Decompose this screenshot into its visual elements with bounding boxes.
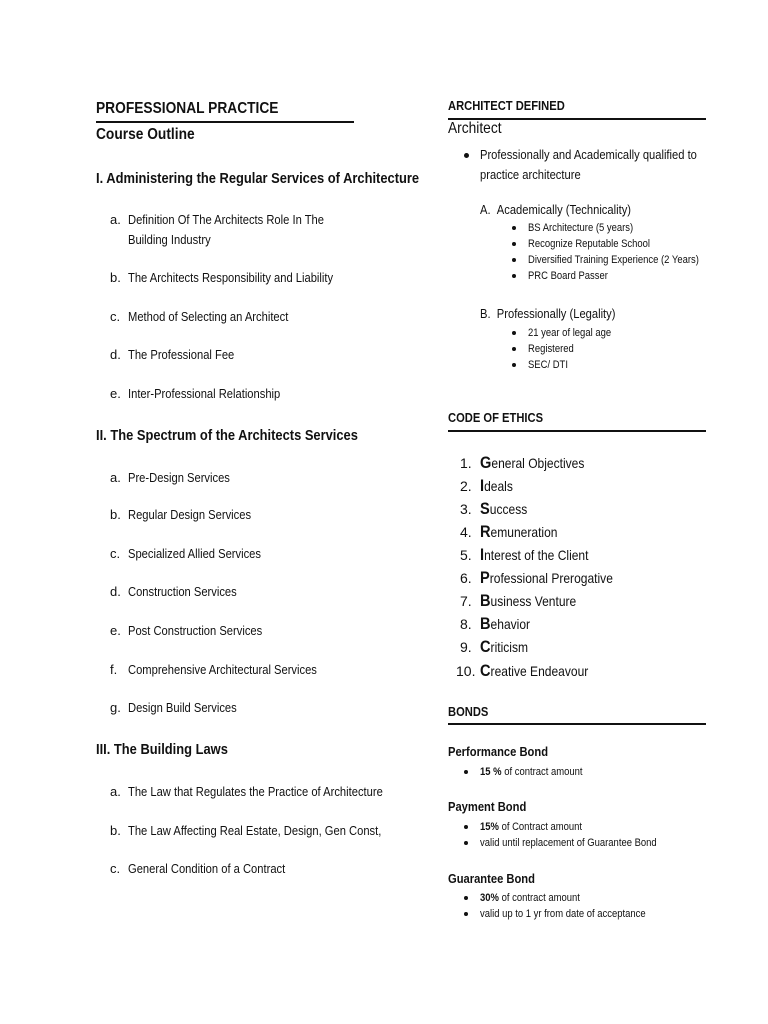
qualification-group-heading: B. Professionally (Legality) [480,306,616,321]
bullet-icon [512,226,516,230]
bullet-icon [464,896,468,900]
bullet-icon [464,770,468,774]
bond-name: Guarantee Bond [448,871,535,886]
bullet-icon [512,347,516,351]
code-of-ethics-heading: CODE OF ETHICS [448,410,544,425]
architect-defined-heading: ARCHITECT DEFINED [448,98,565,113]
bullet-icon [512,274,516,278]
document-title: PROFESSIONAL PRACTICE [96,100,279,117]
architect-term: Architect [448,120,502,137]
qualification-point: SEC/ DTI [512,357,574,373]
section-heading: III. The Building Laws [96,741,228,758]
qualification-point: Registered [512,341,581,357]
qualification-point: BS Architecture (5 years) [512,220,650,236]
bond-name: Payment Bond [448,799,527,814]
bullet-icon [464,841,468,845]
bullet-icon [512,331,516,335]
bond-name: Performance Bond [448,744,549,759]
section-heading: II. The Spectrum of the Architects Services [96,427,358,444]
title-underline [96,121,354,123]
section-rule [448,723,706,725]
qualification-point: PRC Board Passer [512,268,621,284]
bullet-icon [464,912,468,916]
qualification-group-heading: A. Academically (Technicality) [480,202,632,217]
qualification-point: 21 year of legal age [512,325,625,341]
bonds-heading: BONDS [448,704,489,719]
section-heading: I. Administering the Regular Services of Architecture [96,170,420,187]
bullet-icon [512,242,516,246]
bullet-icon [464,153,469,158]
bullet-icon [512,258,516,262]
section-rule [448,430,706,432]
qualification-point: Diversified Training Experience (2 Years) [512,252,727,268]
bullet-icon [464,825,468,829]
bullet-icon [512,363,516,367]
course-outline-heading: Course Outline [96,126,195,143]
qualification-point: Recognize Reputable School [512,236,670,252]
